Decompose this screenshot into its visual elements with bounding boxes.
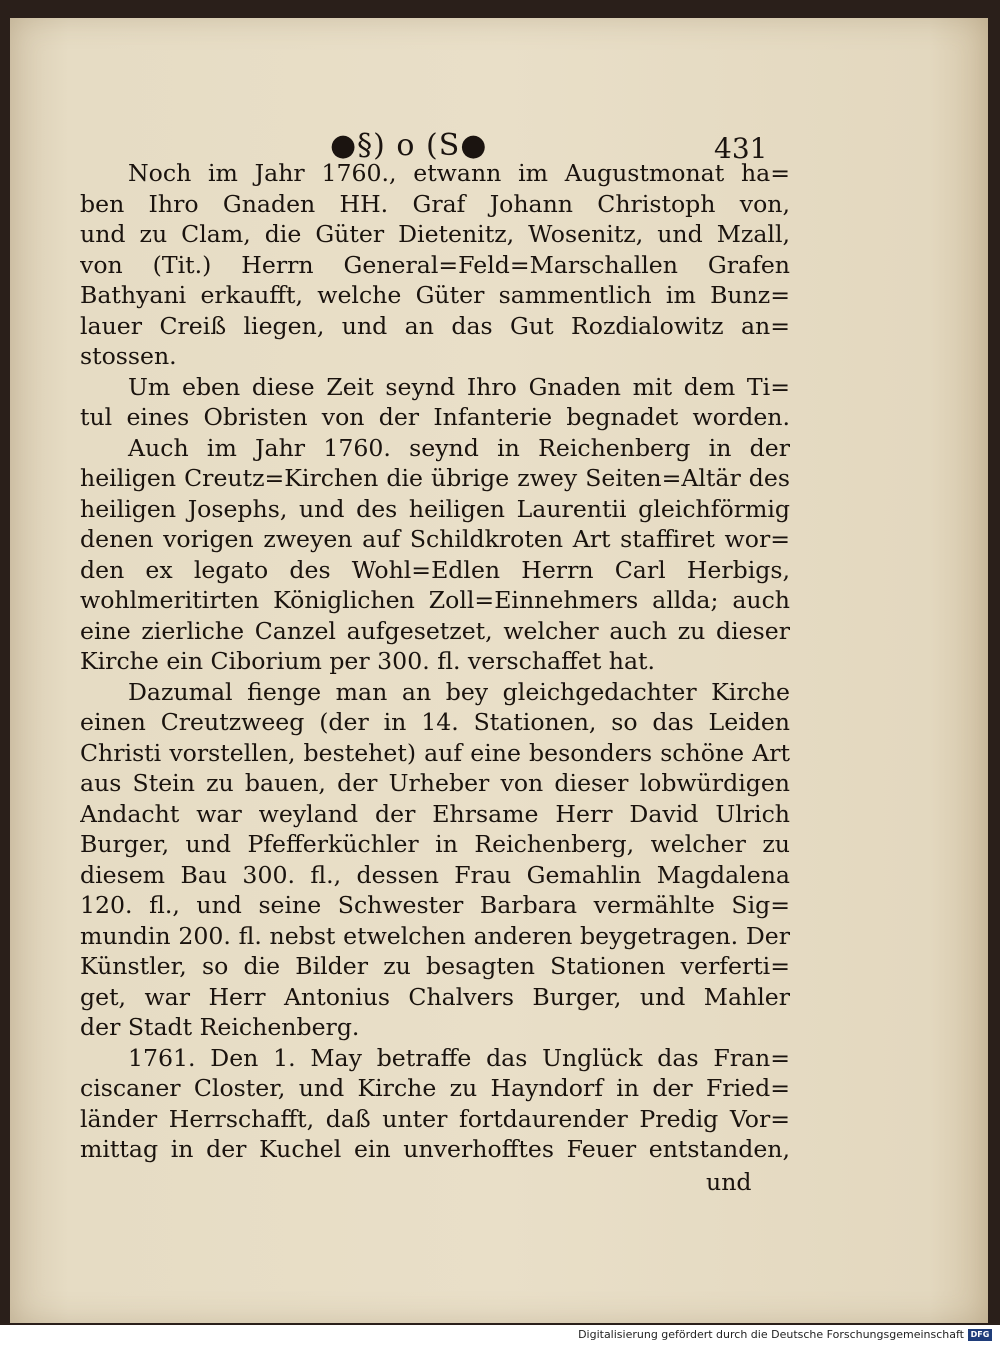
body-text bbox=[80, 158, 790, 1165]
text-line: ben Ihro Gnaden HH. Graf Johann Christoph von, bbox=[80, 189, 790, 218]
text-line: Kirche ein Ciborium per 300. fl. verschaffet hat. bbox=[80, 647, 656, 675]
text-line: mundin 200. fl. nebst etwelchen anderen beygetragen. Der bbox=[80, 921, 790, 950]
text-line: aus Stein zu bauen, der Urheber von dieser lobwürdigen bbox=[80, 769, 790, 797]
text-line: Burger, und Pfefferküchler in Reichenberg, welcher zu bbox=[80, 830, 790, 858]
text-line: Noch im Jahr 1760., etwann im Augustmonat ha= bbox=[128, 159, 790, 187]
text-line: heiligen Creutz=Kirchen die übrige zwey Seiten=Altär des bbox=[80, 464, 790, 492]
text-line: mittag in der Kuchel ein unverhofftes Feuer entstanden, bbox=[80, 1135, 790, 1163]
text-line: Bathyani erkaufft, welche Güter sammentlich im Bunz= bbox=[80, 281, 790, 309]
text-line: einen Creutzweeg (der in 14. Stationen, so das Leiden bbox=[80, 708, 790, 736]
text-line: der Stadt Reichenberg. bbox=[80, 1013, 360, 1041]
catchword: und bbox=[706, 1168, 752, 1196]
text-line: heiligen Josephs, und des heiligen Laurentii gleichförmig bbox=[80, 494, 790, 523]
text-line: 1761. Den 1. May betraffe das Unglück das Fran= bbox=[128, 1043, 790, 1072]
text-line: eine zierliche Canzel aufgesetzet, welcher auch zu dieser bbox=[80, 616, 790, 645]
text-line: Dazumal fienge man an bey gleichgedachter Kirche bbox=[128, 677, 790, 706]
text-line: ciscaner Closter, und Kirche zu Hayndorf in der Fried= bbox=[80, 1074, 790, 1102]
text-line: länder Herrschafft, daß unter fortdaurender Predig Vor= bbox=[80, 1104, 790, 1133]
text-line: Um eben diese Zeit seynd Ihro Gnaden mit dem Ti= bbox=[128, 372, 790, 401]
text-line: stossen. bbox=[80, 342, 177, 370]
dfg-logo: DFG bbox=[968, 1329, 992, 1341]
text-line: den ex legato des Wohl=Edlen Herrn Carl Herbigs, bbox=[80, 555, 790, 584]
text-line: und zu Clam, die Güter Dietenitz, Wosenitz, und Mzall, bbox=[80, 220, 790, 248]
header-ornament: ●§) o (S● bbox=[330, 128, 488, 163]
text-line: wohlmeritirten Königlichen Zoll=Einnehmers allda; auch bbox=[80, 586, 790, 614]
text-line: tul eines Obristen von der Infanterie begnadet worden. bbox=[80, 403, 790, 431]
text-line: denen vorigen zweyen auf Schildkroten Art staffiret wor= bbox=[80, 525, 790, 553]
text-line: get, war Herr Antonius Chalvers Burger, und Mahler bbox=[80, 982, 790, 1011]
text-line: Auch im Jahr 1760. seynd in Reichenberg in der bbox=[128, 433, 790, 462]
book-page bbox=[10, 18, 988, 1323]
text-line: 120. fl., und seine Schwester Barbara vermählte Sig= bbox=[80, 891, 790, 919]
text-line: von (Tit.) Herrn General=Feld=Marschallen Grafen bbox=[80, 250, 790, 279]
text-line: Künstler, so die Bilder zu besagten Stationen verferti= bbox=[80, 952, 790, 980]
page-number: 431 bbox=[714, 132, 768, 165]
text-line: Andacht war weyland der Ehrsame Herr David Ulrich bbox=[80, 799, 790, 828]
text-line: diesem Bau 300. fl., dessen Frau Gemahlin Magdalena bbox=[80, 860, 790, 889]
footer-credit: Digitalisierung gefördert durch die Deutsche Forschungsgemeinschaft bbox=[578, 1328, 964, 1341]
text-line: Christi vorstellen, bestehet) auf eine besonders schöne Art bbox=[80, 738, 790, 767]
footer-bar bbox=[0, 1327, 1000, 1345]
text-line: lauer Creiß liegen, und an das Gut Rozdialowitz an= bbox=[80, 311, 790, 340]
